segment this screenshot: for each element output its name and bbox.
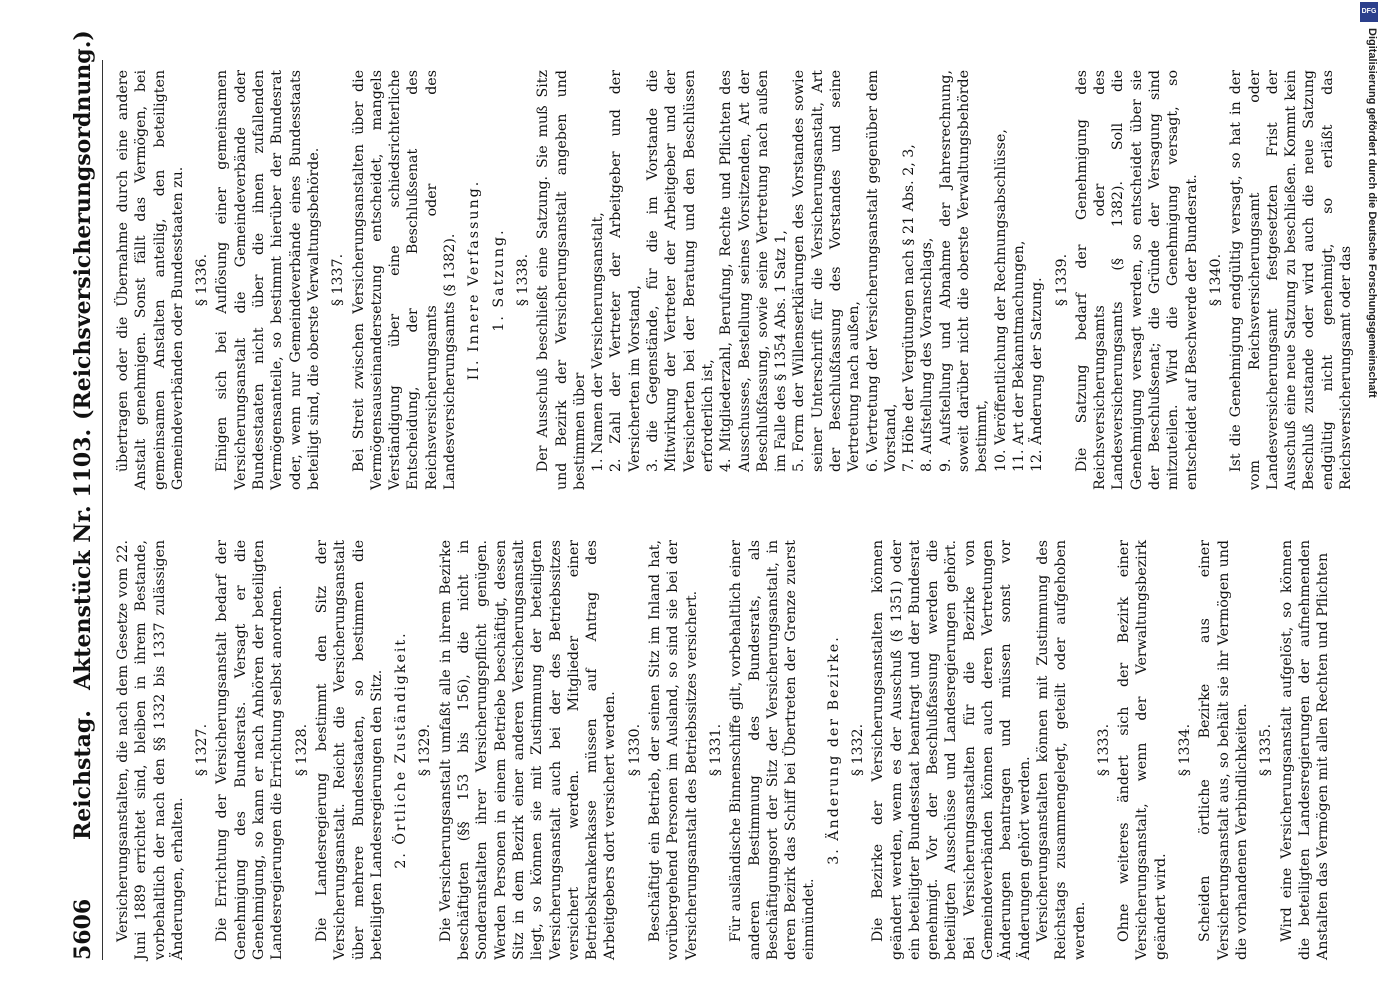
page-header <box>66 30 106 960</box>
left-column <box>114 540 1332 960</box>
section-heading: 3. Änderung der Bezirke. <box>825 635 842 865</box>
list-item: 2. Zahl der Vertreter der Arbeitgeber und der Versicherten im Vorstand, <box>608 70 643 472</box>
paragraph: Beschäftigt ein Betrieb, der seinen Sitz im Inland hat, vorübergehend Personen im Ausland, so sind sie bei der Versicherungsanstalt des Betriebssitzes versichert. <box>647 540 700 960</box>
side-note <box>1356 8 1383 628</box>
list-item: 7. Höhe der Vergütungen nach § 21 Abs. 2, 3, <box>901 144 918 472</box>
section-number: § 1337. <box>330 253 347 307</box>
paragraph: Der Ausschuß beschließt eine Satzung. Sie muß Sitz und Bezirk der Versicherungsanstalt angeben und bestimmen über <box>535 70 588 490</box>
paragraph: Für ausländische Binnenschiffe gilt, vorbehaltlich einer anderen Bestimmung des Bundesrats, als Beschäftigungsort der Sitz der Versicherungsanstalt, in deren Bezirk das Schiff bei Übertreten der Grenze zuerst einmündet. <box>728 540 818 960</box>
paragraph: Einigen sich bei Auflösung einer gemeinsamen Versicherungsanstalt die Gemeindeverbände oder Bundesstaaten nicht über die ihnen zufallenden Vermögensanteile, so bestimmt hierüber der Bundesrat oder, wenn nur Gemeindeverbände eines Bundesstaats beteiligt sind, die oberste Verwaltungsbehörde. <box>214 70 322 490</box>
list-item: 1. Namen der Versicherungsanstalt, <box>590 212 607 472</box>
section-number: § 1333. <box>1095 723 1112 777</box>
list-item: 11. Art der Bekanntmachungen, <box>1010 240 1027 472</box>
list-item: 5. Form der Willenserklärungen des Vorstandes sowie seiner Unterschrift für die Versicherungsanstalt, Art der Beschlußfassung des Vorstandes und seine Vertretung nach außen, <box>791 70 863 472</box>
digitization-note: Digitalisierung gefördert durch die Deutsche Forschungsgemeinschaft <box>1366 28 1378 398</box>
section-heading: 1. Satzung. <box>490 228 507 332</box>
list-item: 8. Aufstellung des Voranschlags, <box>919 237 936 472</box>
paragraph: Die Bezirke der Versicherungsanstalten können geändert werden, wenn es der Ausschuß (§ 1351) oder ein beteiligter Bundesstaat beantragt und der Bundesrat genehmigt. Vor der Beschlußfassung werden die beteiligten Ausschüsse und Landesregierungen gehört. Bei Versicherungsanstalten für die Bezirke von Gemeindeverbänden können auch deren Vertretungen Änderungen beantragen und müssen sonst vor Änderungen gehört werden. <box>870 540 1033 960</box>
section-number: § 1334. <box>1177 723 1194 777</box>
paragraph: Die Satzung bedarf der Genehmigung des Reichsversicherungsamts oder des Landesversicherungsamts (§ 1382). Soll die Genehmigung versagt werden, so entscheidet über sie der Beschlußsenat; die Gründe der Versagung sind mitzuteilen. Wird die Genehmigung versagt, so entscheidet auf Beschwerde der Bundesrat. <box>1073 70 1200 490</box>
list-item: 12. Änderung der Satzung. <box>1029 277 1046 472</box>
paragraph: Die Errichtung der Versicherungsanstalt bedarf der Genehmigung des Bundesrats. Versagt er die Genehmigung, so kann er nach Anhören der beteiligten Landesregierungen die Errichtung selbst anordnen. <box>214 540 286 960</box>
section-number: § 1339. <box>1053 253 1070 307</box>
paragraph: Ohne weiteres ändert sich der Bezirk einer Versicherungsanstalt, wenn der Verwaltungsbezirk geändert wird. <box>1116 540 1169 960</box>
section-number: § 1328. <box>293 723 310 777</box>
section-heading: 2. Örtliche Zuständigkeit. <box>393 631 410 869</box>
paragraph: Ist die Genehmigung endgültig versagt, so hat in der vom Reichsversicherungsamt oder Landesversicherungsamt festgesetzten Frist der Ausschuß eine neue Satzung zu beschließen. Kommt kein Beschluß zustande oder wird auch die neue Satzung endgültig nicht genehmigt, so erläßt das Reichsversicherungsamt oder das <box>1228 70 1354 490</box>
list-item: 4. Mitgliederzahl, Berufung, Rechte und Pflichten des Ausschusses, Bestellung seines Vorsitzenden, Art der Beschlußfassung, sowie seine Vertretung nach außen im Falle des § 1354 Abs. 1 Satz 1, <box>718 70 790 472</box>
paragraph: Die Versicherungsanstalt umfaßt alle in ihrem Bezirke beschäftigten (§§ 153 bis 156), die nicht in Sonderanstalten ihrer Versicherungspflicht genügen. Werden Personen in einem Betriebe beschäftigt, dessen Sitz in dem Bezirk einer anderen Versicherungsanstalt liegt, so können sie mit Zustimmung der beteiligten Versicherungsanstalt auch bei der des Betriebssitzes versichert werden. Mitglieder einer Betriebskrankenkasse müssen auf Antrag des Arbeitgebers dort versichert werden. <box>437 540 619 960</box>
paragraph: Versicherungsanstalten, die nach dem Gesetze vom 22. Juni 1889 errichtet sind, bleiben in ihrem Bestande, vorbehaltlich der nach den §§ 1332 bis 1337 zulässigen Änderungen, erhalten. <box>115 540 186 960</box>
section-number: § 1327. <box>194 723 211 777</box>
list-item: 10. Veröffentlichung der Rechnungsabschlüsse, <box>992 129 1009 472</box>
paragraph: Die Landesregierung bestimmt den Sitz der Versicherungsanstalt. Reicht die Versicherungsanstalt über mehrere Bundesstaaten, so bestimmen die beteiligten Landesregierungen den Sitz. <box>313 540 385 960</box>
section-number: § 1330. <box>626 723 643 777</box>
list-item: 6. Vertretung der Versicherungsanstalt gegenüber dem Vorstand, <box>864 70 899 472</box>
paragraph: Bei Streit zwischen Versicherungsanstalten über die Vermögensauseinandersetzung entscheidet, mangels Verständigung über eine schiedsrichterliche Entscheidung, der Beschlußsenat des Reichsversicherungsamts oder des Landesversicherungsamts (§ 1382). <box>350 70 459 490</box>
section-heading: II. Innere Verfassung. <box>466 179 483 381</box>
paragraph: Scheiden örtliche Bezirke aus einer Versicherungsanstalt aus, so behält sie ihr Vermögen und die vorhandenen Verbindlichkeiten. <box>1197 540 1250 960</box>
paragraph: Wird eine Versicherungsanstalt aufgelöst, so können die beteiligten Landesregierungen der aufnehmenden Anstalten das Vermögen mit allen Rechten und Pflichten <box>1278 540 1332 960</box>
section-number: § 1335. <box>1258 723 1275 777</box>
header-rule <box>102 60 103 960</box>
paragraph: Versicherungsanstalten können mit Zustimmung des Reichstags zusammengelegt, geteilt oder aufgehoben werden. <box>1034 540 1088 960</box>
list-item: 3. die Gegenstände, für die im Vorstande die Mitwirkung der Vertreter der Arbeitgeber und der Versicherten bei der Beratung und den Beschlüssen erforderlich ist, <box>645 70 716 472</box>
rotated-text-block <box>66 30 1354 960</box>
right-column <box>114 70 1355 490</box>
dfg-logo: DFG <box>1360 2 1378 22</box>
section-number: § 1340. <box>1207 253 1224 307</box>
section-number: § 1336. <box>194 253 211 307</box>
page-number: 5606 <box>70 898 96 960</box>
header-left: Reichstag. <box>70 710 96 840</box>
paragraph: übertragen oder die Übernahme durch eine andere Anstalt genehmigen. Sonst fällt das Vermögen, bei gemeinsamen Anstalten anteilig, den beteiligten Gemeindeverbänden oder Bundesstaaten zu. <box>115 70 186 490</box>
header-center: Aktenstück Nr. 1103. <box>70 428 96 690</box>
section-number: § 1331. <box>707 723 724 777</box>
section-number: § 1338. <box>514 253 531 307</box>
list-item: 9. Aufstellung und Abnahme der Jahresrechnung, soweit darüber nicht die oberste Verwaltungsbehörde bestimmt, <box>937 70 991 472</box>
header-right: (Reichsversicherungsordnung.) <box>70 30 96 420</box>
section-number: § 1329. <box>417 723 434 777</box>
section-number: § 1332. <box>849 723 866 777</box>
